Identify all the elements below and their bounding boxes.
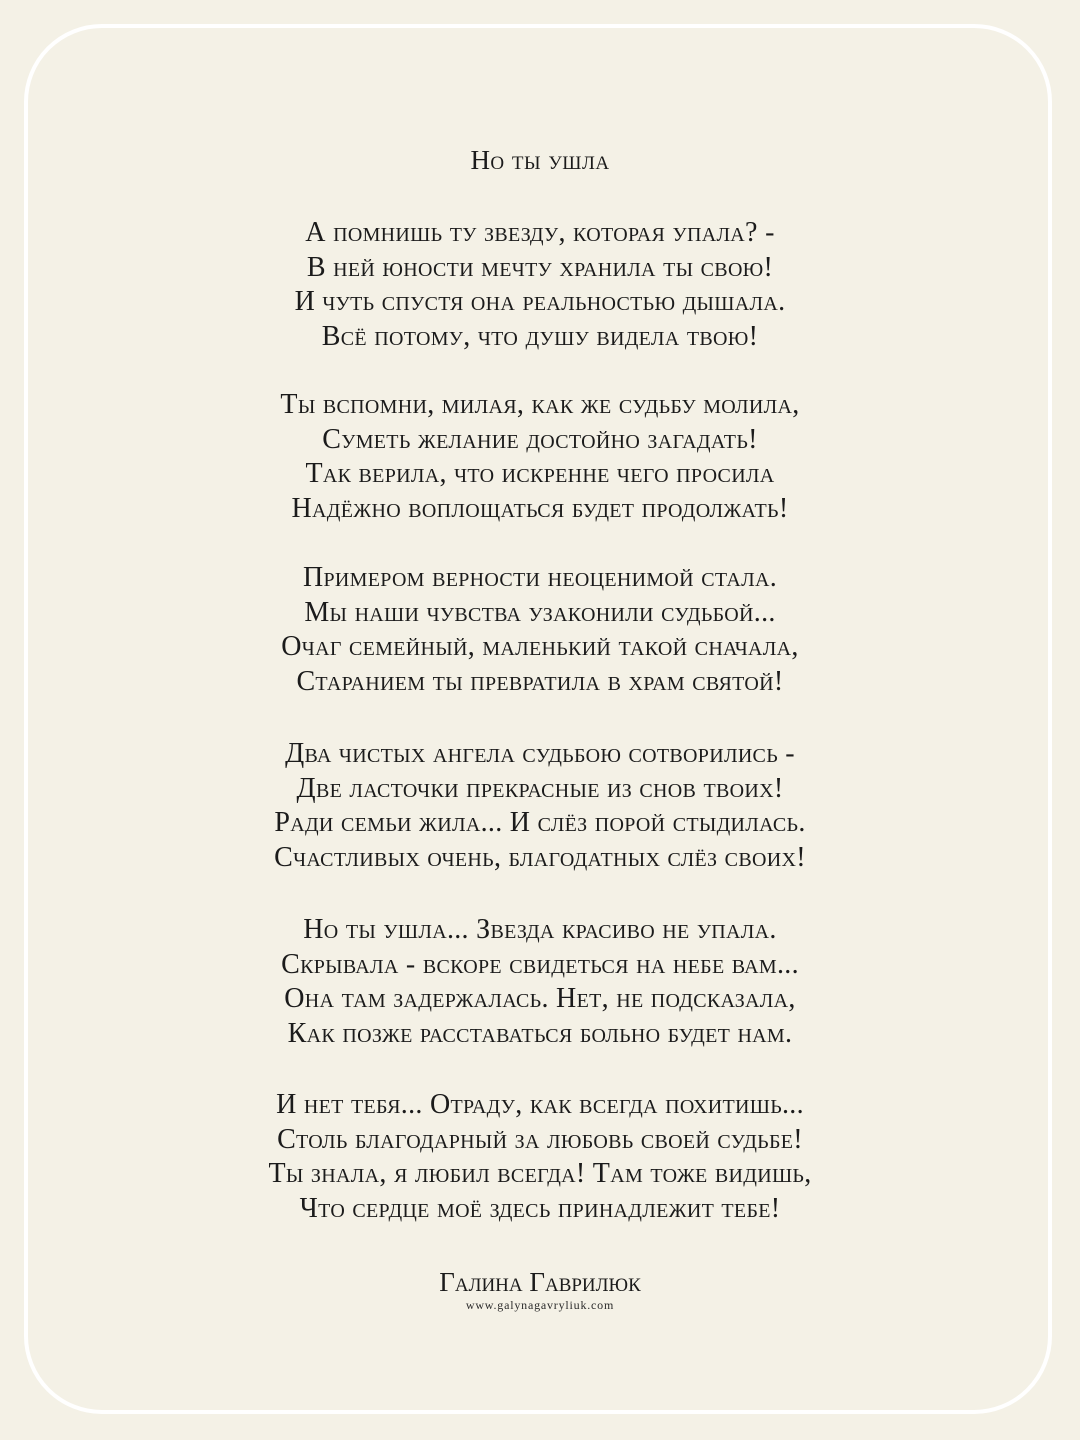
poem-line: И чуть спустя она реальностью дышала.: [294, 286, 786, 317]
poem-line: Ты знала, я любил всегда! Там тоже видишь,: [268, 1158, 812, 1189]
poem-title: Но ты ушла: [470, 145, 610, 175]
poem-line: Ты вспомни, милая, как же судьбу молила,: [280, 389, 800, 420]
author-website: www.galynagavryliuk.com: [465, 1298, 615, 1312]
stanza-3: [0, 561, 1080, 699]
poem-line: Две ласточки прекрасные из снов твоих!: [296, 772, 784, 804]
poem-line: Столь благодарный за любовь своей судьбе!: [277, 1123, 803, 1155]
stanza-4: [0, 737, 1080, 875]
poem-line: Два чистых ангела судьбою сотворились -: [285, 738, 795, 769]
poem-line: Как позже расставаться больно будет нам.: [287, 1017, 793, 1049]
poem-line: Скрывала - вскоре свидеться на небе вам...: [281, 948, 799, 980]
poem-line: Суметь желание достойно загадать!: [322, 423, 758, 455]
poem-line: Старанием ты превратила в храм святой!: [296, 665, 784, 697]
stanza-1: [0, 216, 1080, 354]
poem-line: Надёжно воплощаться будет продолжать!: [291, 492, 789, 524]
poem-line: И нет тебя... Отраду, как всегда похитишь...: [276, 1089, 804, 1120]
stanza-6: [0, 1088, 1080, 1226]
poem-line: Что сердце моё здесь принадлежит тебе!: [299, 1192, 781, 1224]
poem-line: Примером верности неоценимой стала.: [302, 562, 778, 593]
poem-line: Счастливых очень, благодатных слёз своих!: [274, 841, 806, 873]
poem-line: Всё потому, что душу видела твою!: [321, 320, 759, 352]
stanza-2: [0, 388, 1080, 526]
poem-line: Она там задержалась. Нет, не подсказала,: [284, 983, 796, 1014]
stanza-5: [0, 913, 1080, 1051]
poem-line: Так верила, что искренне чего просила: [305, 458, 775, 489]
poem-line: Мы наши чувства узаконили судьбой...: [304, 596, 776, 628]
poem-line: В ней юности мечту хранила ты свою!: [306, 251, 774, 283]
poem-line: Очаг семейный, маленький такой сначала,: [281, 631, 799, 662]
poem-line: А помнишь ту звезду, которая упала? -: [305, 217, 775, 248]
poem-line: Но ты ушла... Звезда красиво не упала.: [303, 914, 777, 945]
author-name: Галина Гаврилюк: [439, 1267, 641, 1297]
poem-line: Ради семьи жила... И слёз порой стыдилась.: [274, 807, 806, 838]
